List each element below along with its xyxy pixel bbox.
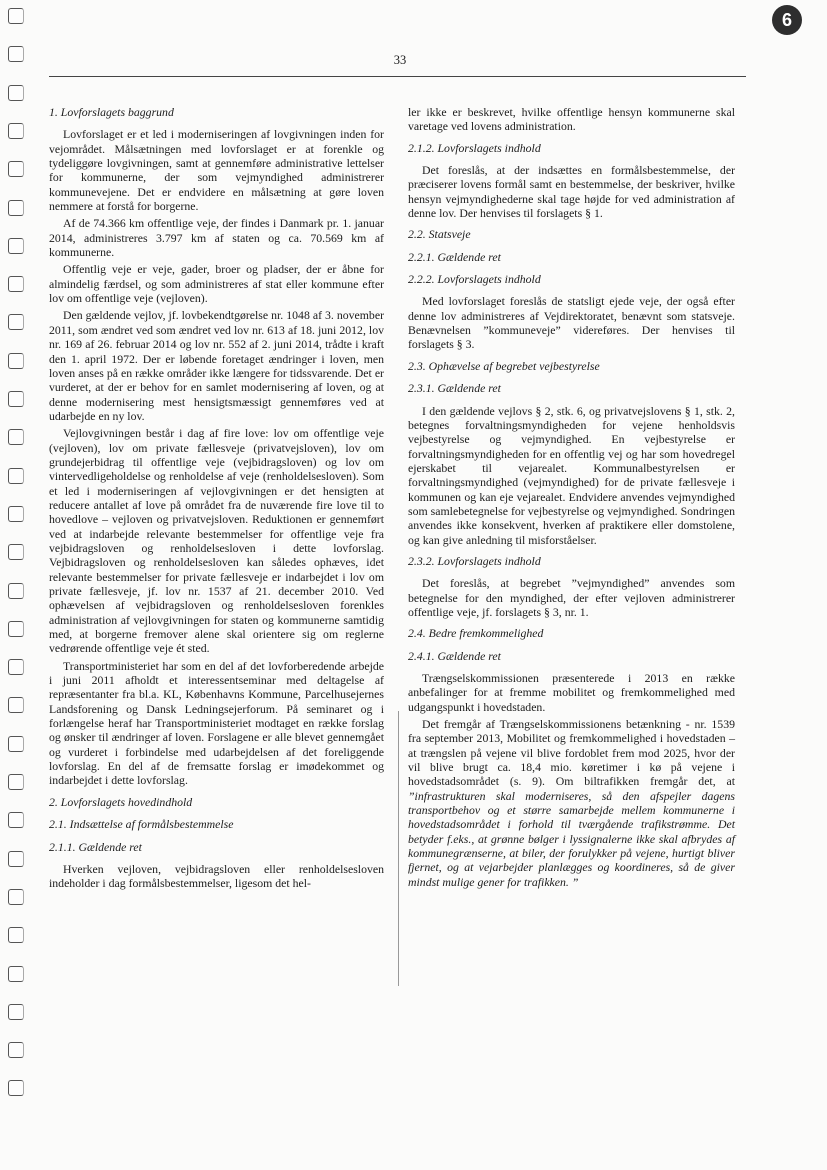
section-heading: 2.2.2. Lovforslagets indhold (408, 272, 541, 287)
paragraph-text: Trængselskommissionen præsenterede i 2013 en række anbefalinger for at fremme mobilitet og fremkommelighed med udgangspunkt i hovedstaden. (408, 671, 735, 714)
paragraph (408, 576, 735, 619)
section-heading: 2.4.1. Gældende ret (408, 648, 501, 663)
section-heading: 1. Lovforslagets baggrund (49, 105, 174, 119)
paragraph-text: Hverken vejloven, vejbidragsloven eller renholdelsesloven indeholder i dag formålsbestemmelser, ligesom det hel- (49, 861, 384, 891)
paragraph (408, 105, 735, 134)
paragraph-text: Lovforslaget er et led i moderniseringen af lovgivningen inden for vejområdet. Målsætningen med lovforslaget er at forenkle og tydeliggøre lovgivningen, samt at gennemføre administrative lettelser for kommunerne, der som vejmyndighed administrerer kommunevejene. Det er endvidere en målsætning at gøre loven nemmere at forstå for borgerne. (49, 127, 384, 214)
binder-hole (8, 161, 24, 177)
section-heading: 2.1.2. Lovforslagets indhold (408, 140, 541, 155)
binder-hole (8, 200, 24, 216)
binder-hole (8, 314, 24, 330)
binder-hole (8, 621, 24, 637)
page-number: 33 (393, 53, 407, 67)
binder-hole (8, 927, 24, 943)
paragraph (408, 671, 735, 714)
section-heading: 2. Lovforslagets hovedindhold (49, 794, 193, 809)
section-heading: 2.2.1. Gældende ret (408, 249, 501, 264)
section-heading: 2.3. Ophævelse af begrebet vejbestyrelse (408, 358, 600, 373)
binder-hole (8, 429, 24, 445)
binder-hole (8, 1080, 24, 1096)
paragraph-text: Transportministeriet har som en del af det lovforberedende arbejde i juni 2011 afholdt et interessentseminar med deltagelse af repræsentanter fra bl.a. KL, Københavns Kommune, Parcelhusejernes Landsforening og Dansk Ledningsejerforum. På seminaret og i forlængelse heraf har Transportministeriet modtaget en række forslag og ønsker til ændringer af loven. Forslagene er alle blevet gennemgået og vurderet i forbindelse med udarbejdelsen af det foreliggende lovforslag. En del af de fremsatte forslag er imødekommet og indarbejdet i dette lovforslag. (49, 658, 384, 788)
paragraph-text: Det foreslås, at der indsættes en formålsbestemmelse, der præciserer lovens formål samt en bestemmelse, der beskriver, hvilke hensyn vejmyndighederne skal tage højde for ved administration af denne lov. Der henvises til forslagets § 1. (408, 163, 735, 221)
binder-hole (8, 966, 24, 982)
paragraph-text: I den gældende vejlovs § 2, stk. 6, og privatvejslovens § 1, stk. 2, betegnes forvaltningsmyndigheden for vejene henholdsvis vejbestyrelse og vejmyndighed. En vejbestyrelse er forvaltningsmyndigheden for en offentlig vej og har som hovedregel ejerskabet til vejarealet. Kommunalbestyrelsen er forvaltningsmyndighed (vejmyndighed) for de private fællesveje i kommunen og kan eje vejarealet. Endvidere anvendes vejmyndighed som samlebetegnelse for vejbestyrelse og vejmyndighed. Sondringen anvendes ikke konsekvent, hverken af praktikere eller domstolene, og kan give anledning til misforståelser. (408, 403, 735, 547)
paragraph-text: Offentlig veje er veje, gader, broer og pladser, der er åbne for almindelig færdsel, og som administreres af stat eller kommune efter lov om offentlige veje (vejloven). (49, 262, 384, 306)
left-column (49, 105, 384, 894)
binder-hole (8, 659, 24, 675)
paragraph-text: ler ikke er beskrevet, hvilke offentlige hensyn kommunerne skal varetage ved lovens administration. (408, 105, 735, 134)
binder-hole (8, 544, 24, 560)
section-heading: 2.2. Statsveje (408, 227, 471, 242)
paragraph (49, 308, 384, 423)
binder-hole (8, 697, 24, 713)
quote-text: ”infrastrukturen skal moderniseres, så den afspejler dagens transportbehov og et større samarbejde mellem kommunerne i hovedstadsområdet i forhold til tværgående trafikstrømme. Det betyder f.eks., at grønne bølger i lyssignalerne ikke skal afbrydes af kommunegrænserne, at biler, der forulykker på vejene, hurtigt bliver fjernet, og at vejarbejder planlægges og koordineres, så de giver mindst mulige gener for trafikken. ” (408, 788, 735, 889)
binder-hole (8, 276, 24, 292)
paragraph (49, 426, 384, 656)
section-heading: 2.1.1. Gældende ret (49, 839, 142, 854)
binder-hole (8, 85, 24, 101)
paragraph (49, 659, 384, 788)
paragraph (49, 127, 384, 213)
binder-hole (8, 812, 24, 828)
paragraph (408, 163, 735, 220)
binder-hole (8, 1004, 24, 1020)
binder-hole (8, 238, 24, 254)
binder-hole (8, 736, 24, 752)
binder-hole (8, 468, 24, 484)
binder-hole (8, 851, 24, 867)
section-heading: 2.1. Indsættelse af formålsbestemmelse (49, 817, 234, 832)
binder-hole (8, 774, 24, 790)
paragraph-text: Det foreslås, at begrebet ”vejmyndighed” anvendes som betegnelse for den myndighed, der efter vejloven administrerer offentlige veje, jf. forslagets § 3, nr. 1. (408, 576, 735, 619)
paragraph-text: Med lovforslaget foreslås de statsligt ejede veje, der også efter denne lov administreres af Vejdirektoratet, benævnt som statsveje. Benævnelsen ”kommuneveje” videreføres. Der henvises til forslagets § 3. (408, 294, 735, 352)
binder-hole (8, 889, 24, 905)
paragraph-text: Vejlovgivningen består i dag af fire love: lov om offentlige veje (vejloven), lov om private fællesveje (privatvejsloven), lov om grundejerbidrag til offentlige veje (vejbidragsloven) og lov om vintervedligeholdelse og renholdelse af veje (renholdelsesloven). Som et led i moderniseringen af vejlovgivningen er det hensigten at reducere antallet af love på området fra de nuværende fire love til to hovedlove – vejloven og privatvejsloven. Reduktionen er gennemført ved at indarbejde relevante bestemmelser for offentlige veje fra vejbidragsloven og renholdelsesloven i dette lovforslag. Vejbidragsloven og renholdelsesloven kan således ophæves, idet relevante bestemmelser for private fællesveje er indarbejdet i lov om private fællesveje, jf. lov nr. 1537 af 21. december 2010. Ved ophævelsen af vejbidragsloven og renholdelsesloven forenkles administration af vejlovgivningen for staten og kommunerne samtidig med, at borgerne fremover alene skal orientere sig om reglerne vedrørende offentlige veje ét sted. (49, 426, 384, 656)
paragraph (408, 717, 735, 889)
right-column (408, 105, 735, 892)
binder-hole (8, 123, 24, 139)
header-rule (49, 76, 746, 77)
page-badge: 6 (772, 5, 802, 35)
binder-hole (8, 8, 24, 24)
binder-hole (8, 583, 24, 599)
binder-hole (8, 506, 24, 522)
paragraph-text: Den gældende vejlov, jf. lovbekendtgørelse nr. 1048 af 3. november 2011, som ændret ved som ændret ved lov nr. 613 af 18. juni 2012, lov nr. 169 af 26. februar 2014 og lov nr. 552 af 2. juni 2014, trådte i kraft den 1. april 1972. Der er løbende foretaget ændringer i loven, men loven anses på en række områder ikke længere for tidssvarende. Det er vurderet, at der er behov for en samlet modernisering af loven, og at denne modernisering mest hensigtsmæssigt gennemføres ved at udarbejde en ny lov. (49, 308, 384, 423)
section-heading: 2.3.1. Gældende ret (408, 381, 501, 396)
paragraph-text: Af de 74.366 km offentlige veje, der findes i Danmark pr. 1. januar 2014, administreres 3.797 km af staten og ca. 70.569 km af kommunerne. (49, 216, 384, 260)
paragraph (408, 404, 735, 547)
paragraph (49, 216, 384, 259)
binder-hole (8, 391, 24, 407)
binder-holes (8, 8, 30, 1158)
section-heading: 2.4. Bedre fremkommelighed (408, 626, 544, 641)
binder-hole (8, 1042, 24, 1058)
paragraph (49, 262, 384, 305)
paragraph-text: Det fremgår af Trængselskommissionens betænkning - nr. 1539 fra september 2013, Mobilitet og fremkommelighed i hovedstaden – at trængslen på vejene vil blive fordoblet frem mod 2025, hvor der vil blive brugt ca. 18,4 mio. køretimer i kø på vejene i hovedstadsområdet (s. 9). Om biltrafikken fremgår det, at (408, 717, 735, 789)
binder-hole (8, 353, 24, 369)
margin-mark (398, 711, 399, 986)
paragraph (49, 862, 384, 891)
section-heading: 2.3.2. Lovforslagets indhold (408, 553, 541, 568)
paragraph (408, 294, 735, 351)
